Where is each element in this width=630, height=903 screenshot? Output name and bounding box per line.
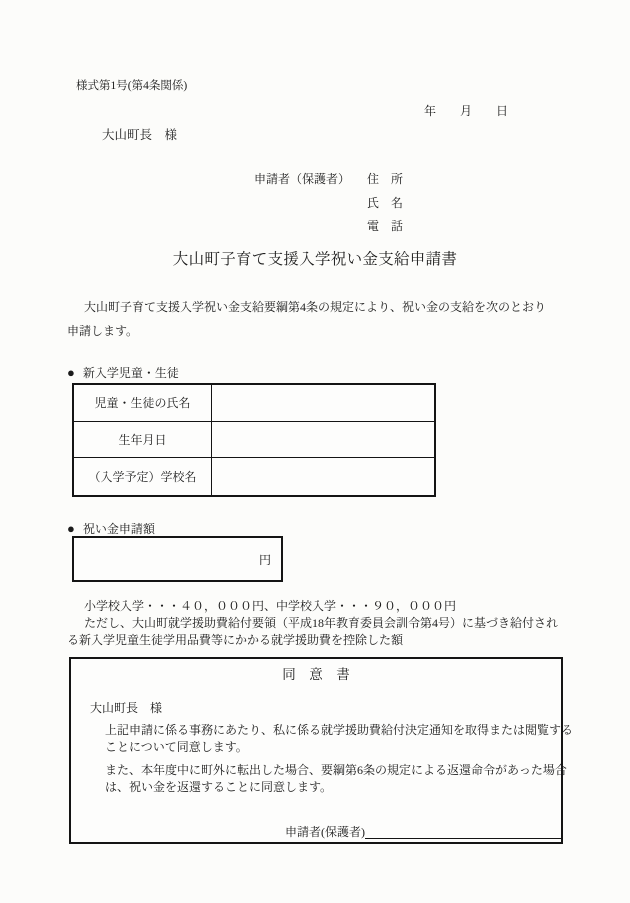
consent-paragraph2-line1: また、本年度中に町外に転出した場合、要綱第6条の規定による返還命令があった場合 [105,763,567,777]
table-value-school-name [212,458,434,495]
intro-paragraph-line2: 申請します。 [67,324,139,338]
table-value-birthdate [212,422,434,459]
addressee: 大山町長 様 [102,128,178,142]
amount-note-line2: ただし、大山町就学援助費給付要領（平成18年教育委員会訓令第4号）に基づき給付され [84,616,559,630]
applicant-name-label: 氏 名 [367,196,404,210]
table-label-birthdate: 生年月日 [74,422,212,459]
amount-unit-label: 円 [258,552,271,567]
table-label-school-name: （入学予定）学校名 [74,458,212,495]
amount-note-line3: る新入学児童生徒学用品費等にかかる就学援助費を控除した額 [67,633,404,647]
bullet-icon: ● [67,521,75,536]
intro-paragraph-line1: 大山町子育て支援入学祝い金支給要綱第4条の規定により、祝い金の支給を次のとおり [84,300,547,314]
document-title: 大山町子育て支援入学祝い金支給申請書 [172,251,458,268]
table-label-student-name: 児童・生徒の氏名 [74,385,212,422]
consent-addressee: 大山町長 様 [90,701,163,715]
amount-box [72,536,283,582]
applicant-phone-label: 電 話 [367,219,404,233]
bullet-icon: ● [67,365,75,380]
consent-paragraph1-line2: ことについて同意します。 [105,740,248,754]
students-table [72,383,436,497]
consent-paragraph1-line1: 上記申請に係る事務にあたり、私に係る就学援助費給付決定通知を取得または閲覧する [105,723,574,737]
form-number: 様式第1号(第4条関係) [76,80,188,92]
students-section-heading [67,366,179,380]
consent-title: 同 意 書 [282,667,350,682]
signature-line [365,825,563,839]
consent-signature-label: 申請者(保護者) [285,825,365,839]
amount-section-heading-label: 祝い金申請額 [82,522,155,536]
amount-section-heading [67,522,155,536]
amount-note-line1: 小学校入学・・・４０，０００円、中学校入学・・・９０，０００円 [84,599,457,613]
consent-signature [285,825,563,839]
consent-box [69,657,574,844]
applicant-label: 申請者（保護者） [254,172,351,186]
students-section-heading-label: 新入学児童・生徒 [82,366,179,380]
table-value-student-name [212,385,434,422]
date-line: 年 月 日 [424,104,509,118]
consent-paragraph2-line2: は、祝い金を返還することに同意します。 [105,780,333,794]
applicant-address-label: 住 所 [367,172,404,186]
